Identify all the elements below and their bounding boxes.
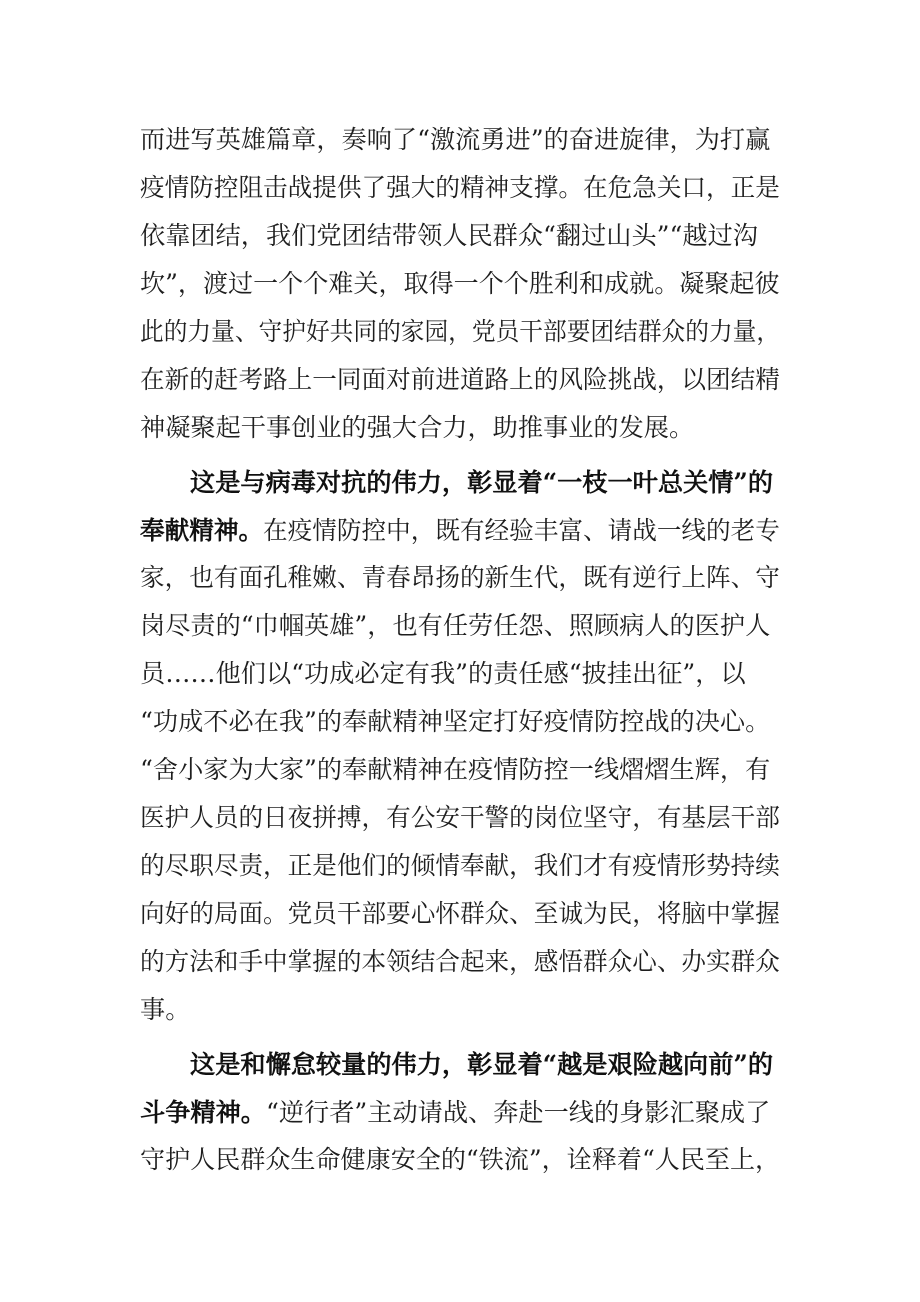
body-text: 的方法和手中掌握的本领结合起来，感悟群众心、办实群众 xyxy=(140,947,780,976)
body-text: 的尽职尽责，正是他们的倾情奉献，我们才有疫情形势持续 xyxy=(140,851,780,880)
text-line xyxy=(140,898,780,930)
body-text: 依靠团结，我们党团结带领人民群众“翻过山头”“越过沟 xyxy=(140,221,758,250)
text-line xyxy=(140,850,780,882)
body-text: 家，也有面孔稚嫩、青春昂扬的新生代，既有逆行上阵、守 xyxy=(140,563,780,592)
bold-text: 这是和懈怠较量的伟力，彰显着“越是艰险越向前”的 xyxy=(190,1049,774,1079)
body-text: 守护人民群众生命健康安全的“铁流”，诠释着“人民至上， xyxy=(140,1145,781,1174)
text-line xyxy=(190,466,773,498)
text-line xyxy=(140,754,770,786)
bold-text: 这是与病毒对抗的伟力，彰显着“一枝一叶总关情”的 xyxy=(190,467,774,497)
body-text: 疫情防控阻击战提供了强大的精神支撑。在危急关口，正是 xyxy=(140,173,780,202)
bold-text: 奉献精神。 xyxy=(140,515,264,545)
text-line xyxy=(140,802,780,834)
body-text: 此的力量、守护好共同的家园，党员干部要团结群众的力量， xyxy=(140,317,781,346)
text-line xyxy=(140,946,780,978)
text-line xyxy=(140,706,770,738)
text-line xyxy=(140,124,770,156)
body-text: 在疫情防控中，既有经验丰富、请战一线的老专 xyxy=(263,516,780,545)
text-line xyxy=(140,610,770,642)
body-text: 神凝聚起干事创业的强大合力，助推事业的发展。 xyxy=(140,413,695,442)
body-text: 在新的赶考路上一同面对前进道路上的风险挑战，以团结精 xyxy=(140,365,780,394)
body-text: 向好的局面。党员干部要心怀群众、至诚为民，将脑中掌握 xyxy=(140,899,780,928)
text-line xyxy=(140,1096,770,1128)
bold-text: 斗争精神。 xyxy=(140,1097,266,1127)
text-line xyxy=(190,1048,773,1080)
body-text: 岗尽责的“巾帼英雄”，也有任劳任怨、照顾病人的医护人 xyxy=(140,611,771,640)
text-line xyxy=(140,514,780,546)
body-text: 医护人员的日夜拼搏，有公安干警的岗位坚守，有基层干部 xyxy=(140,803,780,832)
body-text: “逆行者”主动请战、奔赴一线的身影汇聚成了 xyxy=(265,1098,771,1127)
body-text: 而进写英雄篇章，奏响了“激流勇进”的奋进旋律，为打赢 xyxy=(140,125,771,154)
body-text: 事。 xyxy=(140,995,191,1024)
text-line xyxy=(140,172,780,204)
text-line xyxy=(140,412,694,444)
text-line xyxy=(140,268,780,300)
body-text: 员……他们以“功成必定有我”的责任感“披挂出征”，以 xyxy=(140,659,746,688)
text-line xyxy=(140,316,780,348)
text-line xyxy=(140,1144,780,1176)
body-text: “舍小家为大家”的奉献精神在疫情防控一线熠熠生辉，有 xyxy=(140,755,771,784)
text-line xyxy=(140,658,746,690)
body-text: “功成不必在我”的奉献精神坚定打好疫情防控战的决心。 xyxy=(140,707,771,736)
text-line xyxy=(140,562,780,594)
text-line xyxy=(140,220,758,252)
text-line xyxy=(140,364,780,396)
body-text: 坎”，渡过一个个难关，取得一个个胜利和成就。凝聚起彼 xyxy=(140,269,780,298)
text-line xyxy=(140,994,190,1026)
